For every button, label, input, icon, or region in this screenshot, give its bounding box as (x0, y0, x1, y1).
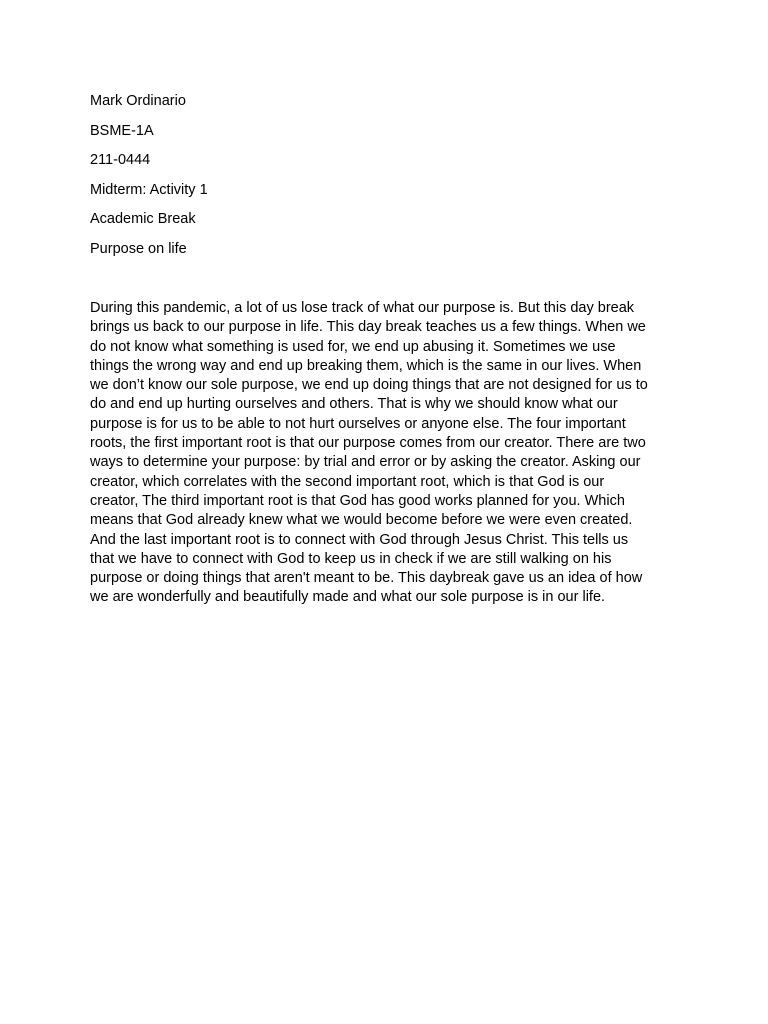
body-line: ways to determine your purpose: by trial and error or by asking the creator. Asking our (90, 454, 641, 471)
body-line: creator, which correlates with the second important root, which is that God is our (90, 473, 605, 490)
student-id: 211-0444 (90, 152, 151, 169)
body-line: purpose or doing things that aren't meant to be. This daybreak gave us an idea of how (90, 570, 643, 587)
body-line: And the last important root is to connect with God through Jesus Christ. This tells us (90, 531, 629, 548)
event-name: Academic Break (90, 211, 196, 228)
body-line: we are wonderfully and beautifully made and what our sole purpose is in our life. (90, 589, 606, 606)
body-line: things the wrong way and end up breaking them, which is the same in our lives. When (90, 357, 642, 374)
essay-topic: Purpose on life (90, 240, 187, 257)
body-line: that we have to connect with God to keep us in check if we are still walking on his (90, 550, 612, 567)
body-line: brings us back to our purpose in life. This day break teaches us a few things. When we (90, 319, 646, 336)
author-name: Mark Ordinario (90, 93, 186, 109)
body-line: do not know what something is used for, we end up abusing it. Sometimes we use (90, 338, 616, 355)
body-line: we don’t know our sole purpose, we end up doing things that are not designed for us to (90, 377, 648, 394)
activity-title: Midterm: Activity 1 (90, 181, 208, 198)
body-line: During this pandemic, a lot of us lose track of what our purpose is. But this day break (90, 300, 635, 316)
essay-body (90, 299, 680, 608)
body-line: purpose is for us to be able to not hurt ourselves or anyone else. The four important (90, 415, 626, 432)
course-section: BSME-1A (90, 122, 154, 139)
body-line: creator, The third important root is that God has good works planned for you. Which (90, 492, 625, 509)
header-block (90, 92, 690, 270)
body-line: do and end up hurting ourselves and others. That is why we should know what our (90, 396, 618, 413)
body-line: means that God already knew what we would become before we were even created. (90, 512, 633, 529)
body-line: roots, the first important root is that our purpose comes from our creator. There are two (90, 435, 646, 452)
